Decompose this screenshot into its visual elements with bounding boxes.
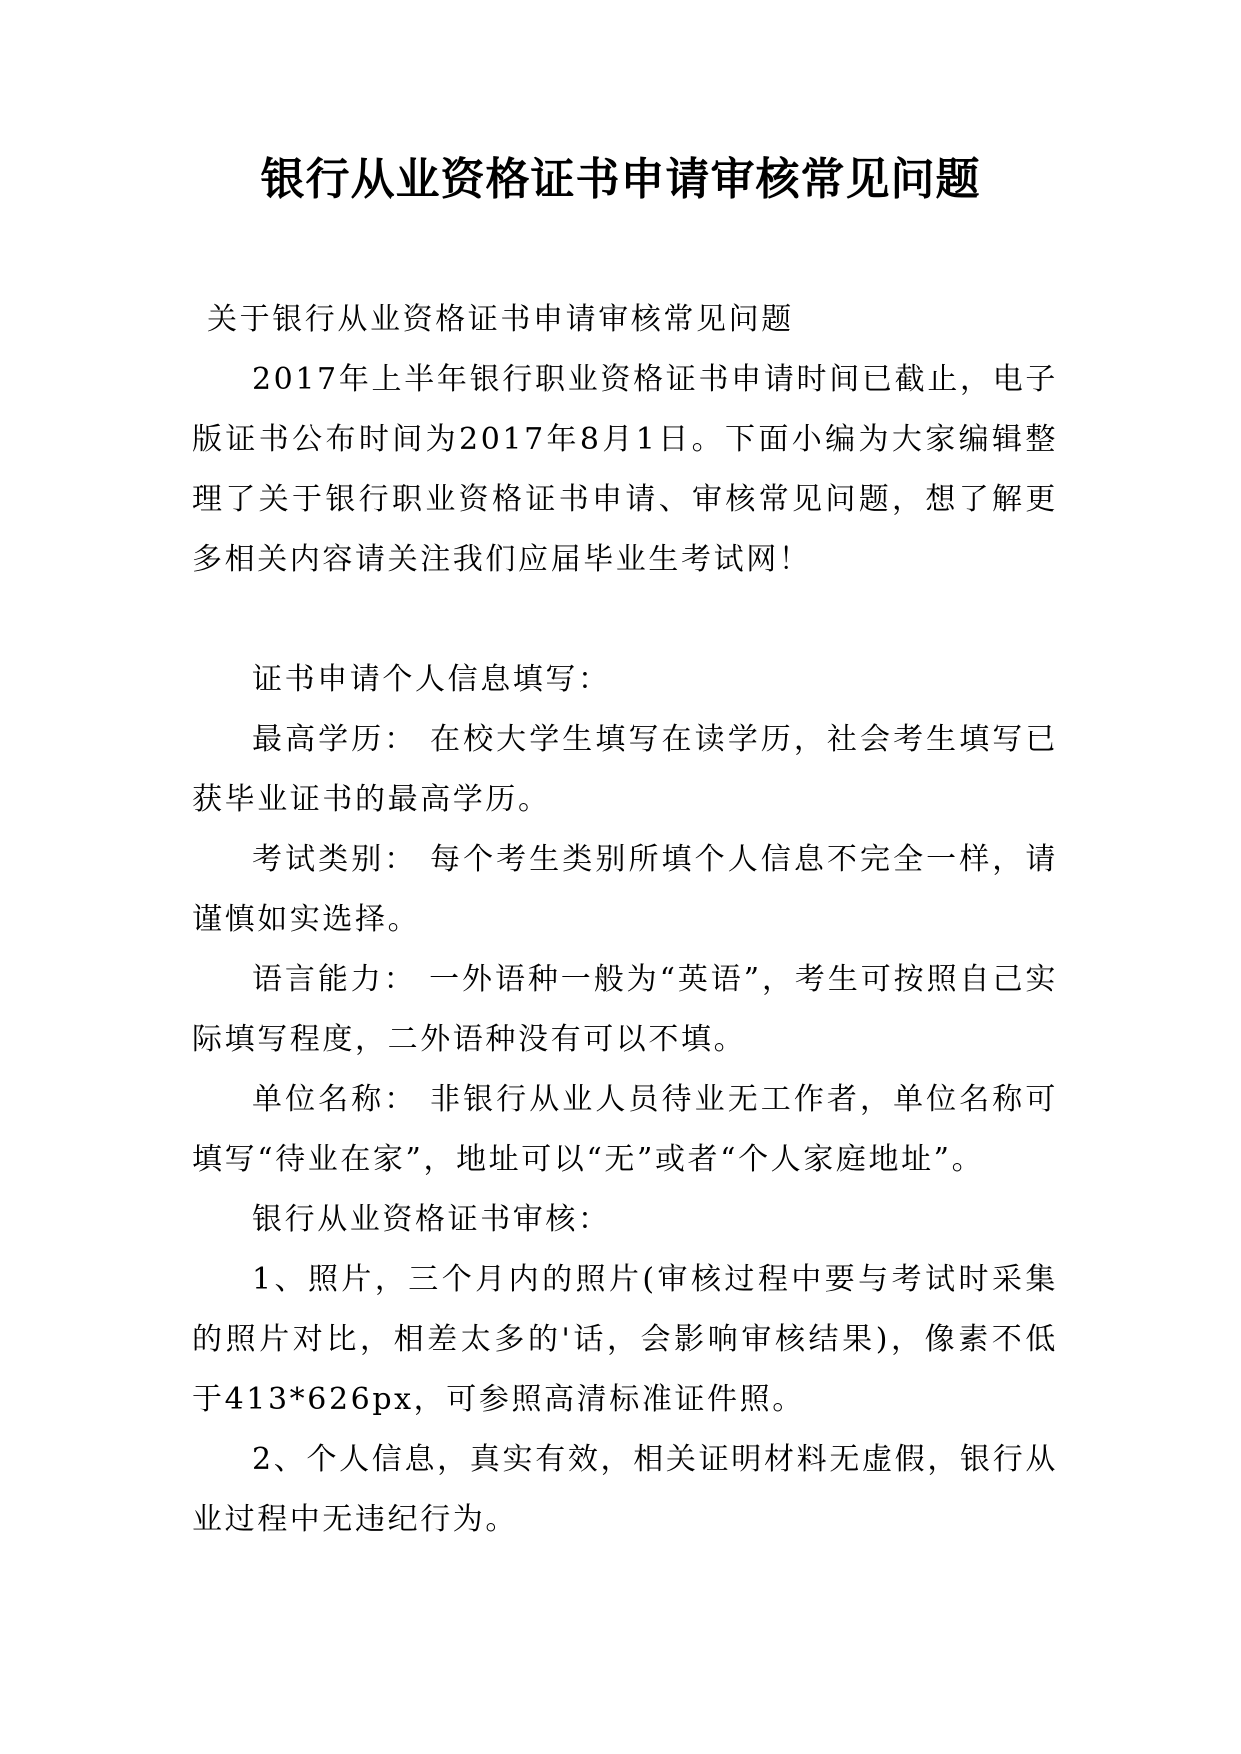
paragraph-employer: 单位名称： 非银行从业人员待业无工作者，单位名称可填写“待业在家”，地址可以“无”或者“个人家庭地址”。 (192, 1082, 1058, 1177)
paragraph-exam-category: 考试类别： 每个考生类别所填个人信息不完全一样，请谨慎如实选择。 (192, 842, 1058, 937)
paragraph-spacer (192, 590, 1058, 650)
intro-paragraph: 2017年上半年银行职业资格证书申请时间已截止，电子版证书公布时间为2017年8月1日。下面小编为大家编辑整理了关于银行职业资格证书申请、审核常见问题，想了解更多相关内容请关注我们应届毕业生考试网！ (192, 362, 1058, 577)
paragraph-personal-info: 2、个人信息，真实有效，相关证明材料无虚假，银行从业过程中无违纪行为。 (192, 1442, 1058, 1537)
section-heading-personal-info: 证书申请个人信息填写： (252, 662, 611, 697)
paragraph-language: 语言能力： 一外语种一般为“英语”，考生可按照自己实际填写程度，二外语种没有可以不填。 (192, 962, 1058, 1057)
intro-heading: 关于银行从业资格证书申请审核常见问题 (207, 302, 794, 337)
document-body (192, 290, 1058, 1550)
section-heading-review: 银行从业资格证书审核： (252, 1202, 611, 1237)
document-title: 银行从业资格证书申请审核常见问题 (260, 154, 981, 205)
paragraph-photo: 1、照片，三个月内的照片(审核过程中要与考试时采集的照片对比，相差太多的'话，会影响审核结果)，像素不低于413*626px，可参照高清标准证件照。 (192, 1262, 1058, 1417)
paragraph-education: 最高学历： 在校大学生填写在读学历，社会考生填写已获毕业证书的最高学历。 (192, 722, 1058, 817)
